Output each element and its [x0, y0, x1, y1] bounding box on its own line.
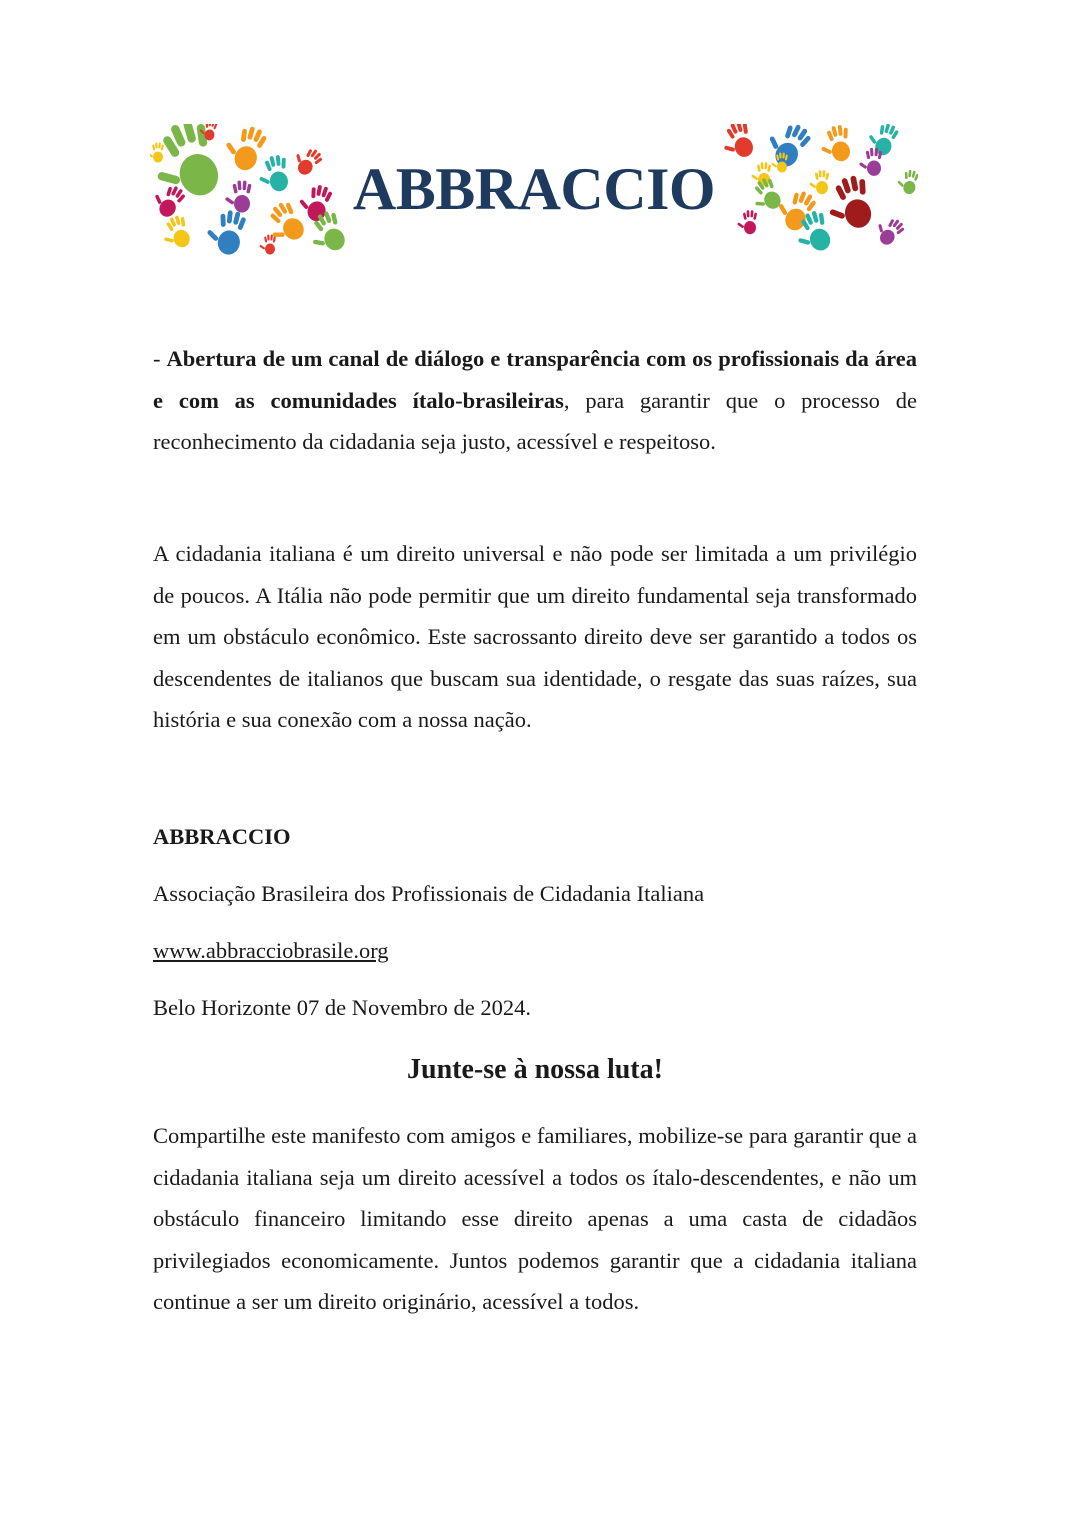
hand-icon [809, 170, 829, 194]
hand-icon [219, 124, 269, 174]
hand-icon [255, 154, 291, 195]
header-banner [150, 124, 918, 256]
hand-icon [225, 180, 252, 212]
hand-icon [157, 213, 193, 252]
cta-paragraph: Compartilhe este manifesto com amigos e familiares, mobilize-se para garantir que a cidadania italiana seja um direito acessível a todos os ítalo-descendentes, e não um obstáculo financeiro limitando esse direito apenas a uma casta de cidadãos privilegiados economicamente. Juntos podemos garantir que a cidadania italiana continue a ser um direito originário, acessível a todos. [153, 1123, 917, 1314]
hand-icon [771, 184, 818, 235]
hand-icon [717, 124, 758, 163]
hand-icon [737, 210, 757, 234]
website-link[interactable]: www.abbracciobrasile.org [153, 938, 389, 963]
org-name: ABBRACCIO [153, 824, 291, 849]
hand-icon [821, 173, 877, 235]
hand-icon [871, 212, 907, 249]
hand-icon [203, 207, 247, 256]
hand-icon [259, 234, 276, 254]
hand-icon [150, 142, 164, 162]
hand-icon [864, 124, 900, 158]
place-date: Belo Horizonte 07 de Novembro de 2024. [153, 995, 532, 1020]
intro-bold-text: Abertura de um canal de diálogo e transparência com os profissionais da área e com as comunidades ítalo-brasileiras [153, 346, 917, 413]
logo-text: ABBRACCIO [352, 156, 716, 222]
hand-icon [289, 142, 325, 179]
org-full-name: Associação Brasileira dos Profissionais de Cidadania Italiana [153, 881, 705, 906]
cta-heading: Junte-se à nossa luta! [407, 1054, 663, 1085]
hand-icon [895, 168, 918, 195]
hand-icon [746, 175, 785, 216]
body-paragraph: A cidadania italiana é um direito universal e não pode ser limitada a um privilégio de poucos. A Itália não pode permitir que um direito fundamental seja transformado em um obstáculo econômico. Este sacrossanto direito deve ser garantido a todos os descendentes de italianos que buscam sua identidade, o resgate das suas raízes, sua história e sua conexão com a nossa nação. [153, 541, 917, 732]
intro-rest-text: , para garantir que o processo de reconhecimento da cidadania seja justo, acessível e respeitoso. [153, 387, 917, 454]
hand-icon [760, 124, 814, 172]
hand-icon [817, 124, 853, 164]
hand-icon [150, 124, 228, 208]
intro-dash: - [153, 346, 167, 371]
hand-icon [259, 198, 310, 250]
intro-paragraph [153, 338, 917, 463]
hand-icon [150, 179, 188, 220]
